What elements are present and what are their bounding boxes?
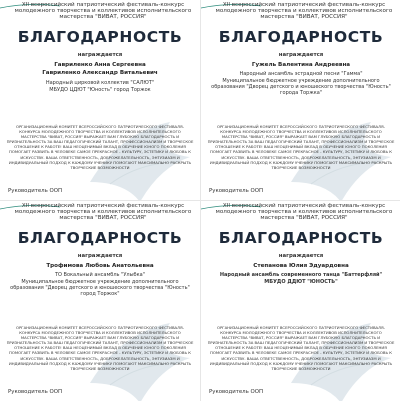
certificate-body-text: ОРГАНИЗАЦИОННЫЙ КОМИТЕТ ВСЕРОССИЙСКОГО ПАТРИОТИЧЕСКОГО ФЕСТИВАЛЯ-КОНКУРСА МОЛОДЕЖНОГО ТВОРЧЕСТВА И КОЛЛЕКТИВОВ ИСПОЛНИТЕЛЬСКОГО МАСТЕРСТВА "ВИВАТ, РОССИЯ" ВЫРАЖАЕТ ВАМ ГЛУБОКУЮ БЛАГОДАРНОСТЬ И ПРИЗНАТЕЛЬНОСТЬ ЗА ВАШ ПЕДАГОГИЧЕСКИЙ ТАЛАНТ, ПРОФЕССИОНАЛИЗМ И ТВОРЧЕСКОЕ ОТНОШЕНИЕ К РАБОТЕ! ВАШ НЕОЦЕНИМЫЙ ВКЛАД В ОБУЧЕНИЕ ЮНОГО ПОКОЛЕНИЯ ПОМОГАЕТ РАЗВИТЬ В ЧЕЛОВЕКЕ САМОЕ ПРЕКРАСНОЕ - КУЛЬТУРУ, ЭСТЕТИКУ И ЛЮБОВЬ К ИСКУССТВУ. ВАША ОТВЕТСТВЕННОСТЬ, ДОБРОЖЕЛАТЕЛЬНОСТЬ, ЭНТУЗИАЗМ И ИНДИВИДУАЛЬНЫЙ ПОДХОД К КАЖДОМУ УЧЕНИКУ ПОМОГАЮТ МАКСИМАЛЬНО РАСКРЫТЬ ТВОРЧЕСКИЕ ВОЗМОЖНОСТИ xyxy=(6,124,194,170)
certificate-sheet xyxy=(200,0,400,200)
collective-name: ТО Вокальный ансамбль "Улыбка" xyxy=(54,272,146,278)
recipient-name: Гавриленко Александр Витальевич xyxy=(42,70,158,76)
collective-name: Народный ансамбль эстрадной песни "Гамма" xyxy=(239,71,363,77)
signature-label: Руководитель ООП xyxy=(8,389,63,395)
certificate-sheet xyxy=(0,0,200,200)
recipient-name: Гавриленко Анна Сергеевна xyxy=(54,62,146,68)
institution-name: Муниципальное бюджетное учреждение дополнительного образования "Дворец детского и юношеского творчества "Юность" города Торжка" xyxy=(211,78,391,96)
institution-name: Муниципальное бюджетное учреждение дополнительного образования "Дворец детского и юношеского творчества "Юность" город Торжок" xyxy=(10,279,190,297)
certificate-title: БЛАГОДАРНОСТЬ xyxy=(218,28,384,46)
awarded-label: награждается xyxy=(278,52,324,58)
certificate-title: БЛАГОДАРНОСТЬ xyxy=(218,229,384,247)
certificate-body-text: ОРГАНИЗАЦИОННЫЙ КОМИТЕТ ВСЕРОССИЙСКОГО ПАТРИОТИЧЕСКОГО ФЕСТИВАЛЯ-КОНКУРСА МОЛОДЕЖНОГО ТВОРЧЕСТВА И КОЛЛЕКТИВОВ ИСПОЛНИТЕЛЬСКОГО МАСТЕРСТВА "ВИВАТ, РОССИЯ" ВЫРАЖАЕТ ВАМ ГЛУБОКУЮ БЛАГОДАРНОСТЬ И ПРИЗНАТЕЛЬНОСТЬ ЗА ВАШ ПЕДАГОГИЧЕСКИЙ ТАЛАНТ, ПРОФЕССИОНАЛИЗМ И ТВОРЧЕСКОЕ ОТНОШЕНИЕ К РАБОТЕ! ВАШ НЕОЦЕНИМЫЙ ВКЛАД В ОБУЧЕНИЕ ЮНОГО ПОКОЛЕНИЯ ПОМОГАЕТ РАЗВИТЬ В ЧЕЛОВЕКЕ САМОЕ ПРЕКРАСНОЕ - КУЛЬТУРУ, ЭСТЕТИКУ И ЛЮБОВЬ К ИСКУССТВУ. ВАША ОТВЕТСТВЕННОСТЬ, ДОБРОЖЕЛАТЕЛЬНОСТЬ, ЭНТУЗИАЗМ И ИНДИВИДУАЛЬНЫЙ ПОДХОД К КАЖДОМУ УЧЕНИКУ ПОМОГАЮТ МАКСИМАЛЬНО РАСКРЫТЬ ТВОРЧЕСКИЕ ВОЗМОЖНОСТИ xyxy=(207,325,395,371)
recipient-name: Степанова Юлия Эдуардовна xyxy=(253,263,349,269)
recipient-name: Трофимова Любовь Анатольевна xyxy=(46,263,154,269)
festival-header: XII всероссийский патриотический фестиваль-конкурс молодежного творчества и коллективов исполнительского мастерства "ВИВАТ, РОССИЯ" xyxy=(14,2,192,21)
awarded-label: награждается xyxy=(77,52,123,58)
institution-name: МБУДО ЦДЮТ "Юность" город Торжок xyxy=(49,87,151,93)
certificate-body-text: ОРГАНИЗАЦИОННЫЙ КОМИТЕТ ВСЕРОССИЙСКОГО ПАТРИОТИЧЕСКОГО ФЕСТИВАЛЯ-КОНКУРСА МОЛОДЕЖНОГО ТВОРЧЕСТВА И КОЛЛЕКТИВОВ ИСПОЛНИТЕЛЬСКОГО МАСТЕРСТВА "ВИВАТ, РОССИЯ" ВЫРАЖАЕТ ВАМ ГЛУБОКУЮ БЛАГОДАРНОСТЬ И ПРИЗНАТЕЛЬНОСТЬ ЗА ВАШ ПЕДАГОГИЧЕСКИЙ ТАЛАНТ, ПРОФЕССИОНАЛИЗМ И ТВОРЧЕСКОЕ ОТНОШЕНИЕ К РАБОТЕ! ВАШ НЕОЦЕНИМЫЙ ВКЛАД В ОБУЧЕНИЕ ЮНОГО ПОКОЛЕНИЯ ПОМОГАЕТ РАЗВИТЬ В ЧЕЛОВЕКЕ САМОЕ ПРЕКРАСНОЕ - КУЛЬТУРУ, ЭСТЕТИКУ И ЛЮБОВЬ К ИСКУССТВУ. ВАША ОТВЕТСТВЕННОСТЬ, ДОБРОЖЕЛАТЕЛЬНОСТЬ, ЭНТУЗИАЗМ И ИНДИВИДУАЛЬНЫЙ ПОДХОД К КАЖДОМУ УЧЕНИКУ ПОМОГАЮТ МАКСИМАЛЬНО РАСКРЫТЬ ТВОРЧЕСКИЕ ВОЗМОЖНОСТИ xyxy=(6,325,194,371)
awarded-label: награждается xyxy=(77,253,123,259)
signature-label: Руководитель ООП xyxy=(8,188,63,194)
certificate-sheet xyxy=(0,200,200,401)
festival-header: XII всероссийский патриотический фестиваль-конкурс молодежного творчества и коллективов исполнительского мастерства "ВИВАТ, РОССИЯ" xyxy=(215,203,393,222)
collective-name: Народный цирковой коллектив "САЛЮТ" xyxy=(45,80,155,86)
signature-label: Руководитель ООП xyxy=(209,188,264,194)
signature-label: Руководитель ООП xyxy=(209,389,264,395)
certificate-sheet xyxy=(200,200,400,401)
recipient-name: Гужель Валентина Андреевна xyxy=(251,62,351,68)
festival-header: XII всероссийский патриотический фестиваль-конкурс молодежного творчества и коллективов исполнительского мастерства "ВИВАТ, РОССИЯ" xyxy=(215,2,393,21)
institution-name: МБУДО ДДЮТ "ЮНОСТЬ" xyxy=(264,279,338,285)
awarded-label: награждается xyxy=(278,253,324,259)
certificate-body-text: ОРГАНИЗАЦИОННЫЙ КОМИТЕТ ВСЕРОССИЙСКОГО ПАТРИОТИЧЕСКОГО ФЕСТИВАЛЯ-КОНКУРСА МОЛОДЕЖНОГО ТВОРЧЕСТВА И КОЛЛЕКТИВОВ ИСПОЛНИТЕЛЬСКОГО МАСТЕРСТВА "ВИВАТ, РОССИЯ" ВЫРАЖАЕТ ВАМ ГЛУБОКУЮ БЛАГОДАРНОСТЬ И ПРИЗНАТЕЛЬНОСТЬ ЗА ВАШ ПЕДАГОГИЧЕСКИЙ ТАЛАНТ, ПРОФЕССИОНАЛИЗМ И ТВОРЧЕСКОЕ ОТНОШЕНИЕ К РАБОТЕ! ВАШ НЕОЦЕНИМЫЙ ВКЛАД В ОБУЧЕНИЕ ЮНОГО ПОКОЛЕНИЯ ПОМОГАЕТ РАЗВИТЬ В ЧЕЛОВЕКЕ САМОЕ ПРЕКРАСНОЕ - КУЛЬТУРУ, ЭСТЕТИКУ И ЛЮБОВЬ К ИСКУССТВУ. ВАША ОТВЕТСТВЕННОСТЬ, ДОБРОЖЕЛАТЕЛЬНОСТЬ, ЭНТУЗИАЗМ И ИНДИВИДУАЛЬНЫЙ ПОДХОД К КАЖДОМУ УЧЕНИКУ ПОМОГАЮТ МАКСИМАЛЬНО РАСКРЫТЬ ТВОРЧЕСКИЕ ВОЗМОЖНОСТИ xyxy=(207,124,395,170)
festival-header: XII всероссийский патриотический фестиваль-конкурс молодежного творчества и коллективов исполнительского мастерства "ВИВАТ, РОССИЯ" xyxy=(14,203,192,222)
certificate-title: БЛАГОДАРНОСТЬ xyxy=(17,229,183,247)
collective-name: Народный ансамбль современного танца "Баттерфляй" xyxy=(219,272,383,278)
certificate-title: БЛАГОДАРНОСТЬ xyxy=(17,28,183,46)
